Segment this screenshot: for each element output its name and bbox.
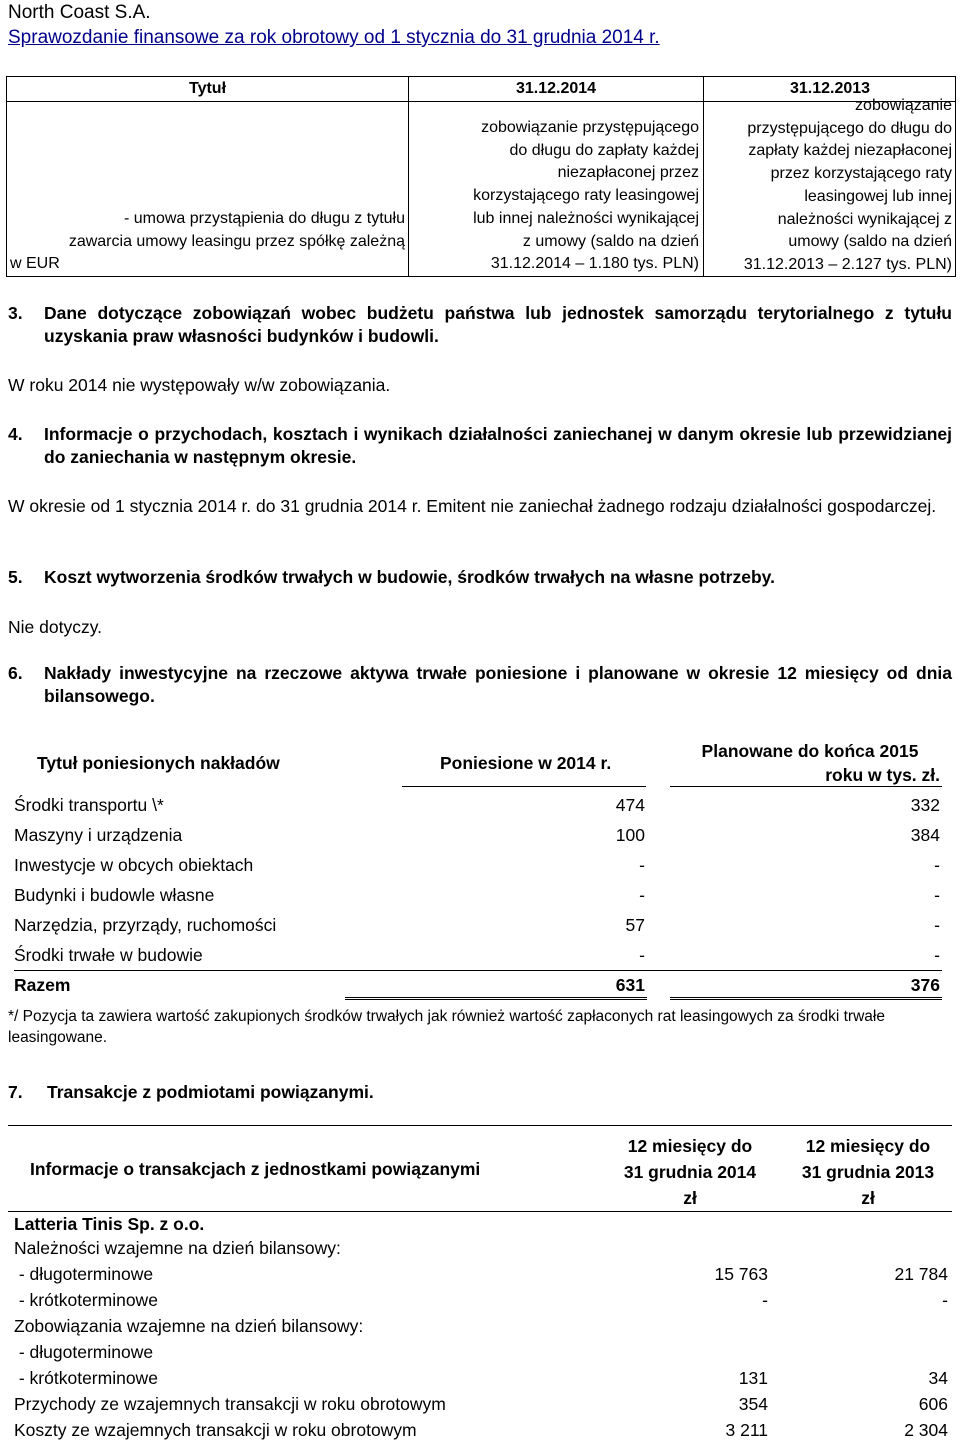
column-divider [408,77,409,276]
total-double-rule [345,997,647,1000]
row-value-2014: 131 [738,1368,768,1388]
section-5-heading [8,566,952,589]
text-line: umowy (saldo na dzień [788,233,952,251]
table-top-rule [8,1125,952,1126]
section-4-body: W okresie od 1 stycznia 2014 r. do 31 grudnia 2014 r. Emitent nie zaniechał żadnego rodzaju działalności gospodarczej. [8,496,937,516]
row-value-2013: 2 304 [904,1420,948,1440]
section-number: 7. [8,1082,23,1102]
text-line: do długu do zapłaty każdej [509,141,699,159]
section-number: 6. [8,663,23,683]
text-line: zobowiązanie [855,97,952,114]
row-label: Środki transportu \* [14,795,164,815]
total-label: Razem [14,975,71,995]
guarantee-row-2013 [706,95,952,277]
section-title: Nakłady inwestycyjne na rzeczowe aktywa trwałe poniesione i planowane w okresie 12 miesięcy od dnia bilansowego. [44,663,952,706]
row-planned: 384 [910,825,940,845]
header-bottom-rule [8,1211,952,1212]
row-label: Zobowiązania wzajemne na dzień bilansowy: [14,1316,364,1336]
row-planned: - [934,855,940,875]
guarantee-row-title [10,208,405,276]
section-7-heading [8,1081,952,1104]
row-label: Narzędzia, przyrządy, ruchomości [14,915,277,935]
text-line: 31.12.2013 – 2.127 tys. PLN) [743,255,952,273]
column-header-title: Tytuł [188,80,227,97]
total-spent: 631 [615,975,645,995]
text-line: zł [861,1188,875,1208]
guarantee-row-2014 [411,117,699,276]
row-value-2014: 354 [738,1394,768,1414]
row-value-2014: 3 211 [725,1420,768,1440]
row-spent: 100 [615,825,645,845]
text-line: 31 grudnia 2014 [623,1162,757,1182]
header-rule [402,786,646,787]
row-value-2014: - [762,1290,768,1310]
column-divider [703,77,704,276]
row-spent: - [639,945,645,965]
row-spent: 474 [615,795,645,815]
text-line: z umowy (saldo na dzień [522,232,699,250]
header-rule [670,786,942,787]
text-line: 31.12.2014 – 1.180 tys. PLN) [490,255,699,273]
row-value-2013: 21 784 [894,1264,948,1284]
row-planned: 332 [910,795,940,815]
text-line: zawarcia umowy leasingu przez spółkę zależną [68,232,405,250]
section-number: 3. [8,303,23,323]
row-label: Należności wzajemne na dzień bilansowy: [14,1238,341,1258]
row-spent: - [639,855,645,875]
text-line: zapłaty każdej niezapłaconej [748,142,952,160]
section-3-heading [8,302,952,348]
row-spent: - [639,885,645,905]
row-label: - długoterminowe [14,1264,154,1284]
column-header-2013 [780,1133,956,1211]
row-value-2013: - [942,1290,948,1310]
section-title: Transakcje z podmiotami powiązanymi. [47,1082,374,1102]
row-label: Koszty ze wzajemnych transakcji w roku obrotowym [14,1420,417,1440]
text-line: - umowa przystąpienia do długu z tytułu [123,210,405,227]
row-value-2013: 34 [928,1368,948,1388]
section-title: Informacje o przychodach, kosztach i wynikach działalności zaniechanej w danym okresie lub przewidzianej do zaniechania w następnym okresie. [44,424,952,467]
row-value-2013: 606 [918,1394,948,1414]
row-label: - długoterminowe [14,1342,154,1362]
section-number: 5. [8,567,23,587]
section-number: 4. [8,424,23,444]
column-header-spent: Poniesione w 2014 r. [440,753,612,773]
text-line: przez korzystającego raty [770,165,952,183]
guarantee-table [6,76,956,277]
text-line: 12 miesięcy do [627,1136,753,1156]
footnote: */ Pozycja ta zawiera wartość zakupionych środków trwałych jak również wartość zapłaconych rat leasingowych za środki trwałe leasingowane. [8,1008,885,1046]
text-line: zobowiązanie przystępującego [481,119,699,136]
column-header-planned: Planowane do końca 2015 [701,741,919,761]
row-label: - krótkoterminowe [14,1368,158,1388]
row-spent: 57 [625,915,645,935]
row-planned: - [934,945,940,965]
row-label: Środki trwałe w budowie [14,945,203,965]
row-label: Przychody ze wzajemnych transakcji w roku obrotowym [14,1394,446,1414]
column-header-planned-unit: roku w tys. zł. [825,765,940,785]
row-label: Budynki i budowle własne [14,885,215,905]
text-line: lub innej należności wynikającej [473,209,699,227]
total-rule [14,970,942,971]
text-line: leasingowej lub innej [804,187,952,205]
total-planned: 376 [910,975,940,995]
company-name: North Coast S.A. [8,2,151,23]
text-line: przystępującego do długu do [747,119,952,137]
section-6-heading [8,662,952,708]
column-header-2014 [600,1133,780,1211]
row-planned: - [934,915,940,935]
row-planned: - [934,885,940,905]
section-title: Dane dotyczące zobowiązań wobec budżetu państwa lub jednostek samorządu terytorialnego z tytułu uzyskania praw własności budynków i budowli. [44,303,952,346]
text-line: korzystającego raty leasingowej [473,187,699,205]
row-label: Inwestycje w obcych obiektach [14,855,254,875]
text-line: 12 miesięcy do [805,1136,931,1156]
section-3-body: W roku 2014 nie występowały w/w zobowiązania. [8,375,391,395]
column-header-title: Tytuł poniesionych nakładów [37,753,280,773]
text-line: należności wynikającej z [777,210,952,228]
row-label: Maszyny i urządzenia [14,825,183,845]
column-header-2014: 31.12.2014 [515,80,597,97]
text-line: niezapłaconej przez [557,164,699,182]
section-title: Koszt wytworzenia środków trwałych w budowie, środków trwałych na własne potrzeby. [44,567,775,587]
row-value-2014: 15 763 [714,1264,768,1284]
entity-name: Latteria Tinis Sp. z o.o. [14,1214,205,1234]
row-label: - krótkoterminowe [14,1290,158,1310]
column-header-label: Informacje o transakcjach z jednostkami powiązanymi [30,1159,481,1179]
section-4-heading [8,423,952,469]
text-line: zł [683,1188,697,1208]
report-title: Sprawozdanie finansowe za rok obrotowy od 1 stycznia do 31 grudnia 2014 r. [8,27,660,48]
text-line: w EUR [10,255,60,273]
column-header-2013: 31.12.2013 [789,80,871,97]
total-double-rule [670,997,942,1000]
text-line: 31 grudnia 2013 [801,1162,935,1182]
section-5-body: Nie dotyczy. [8,617,103,637]
